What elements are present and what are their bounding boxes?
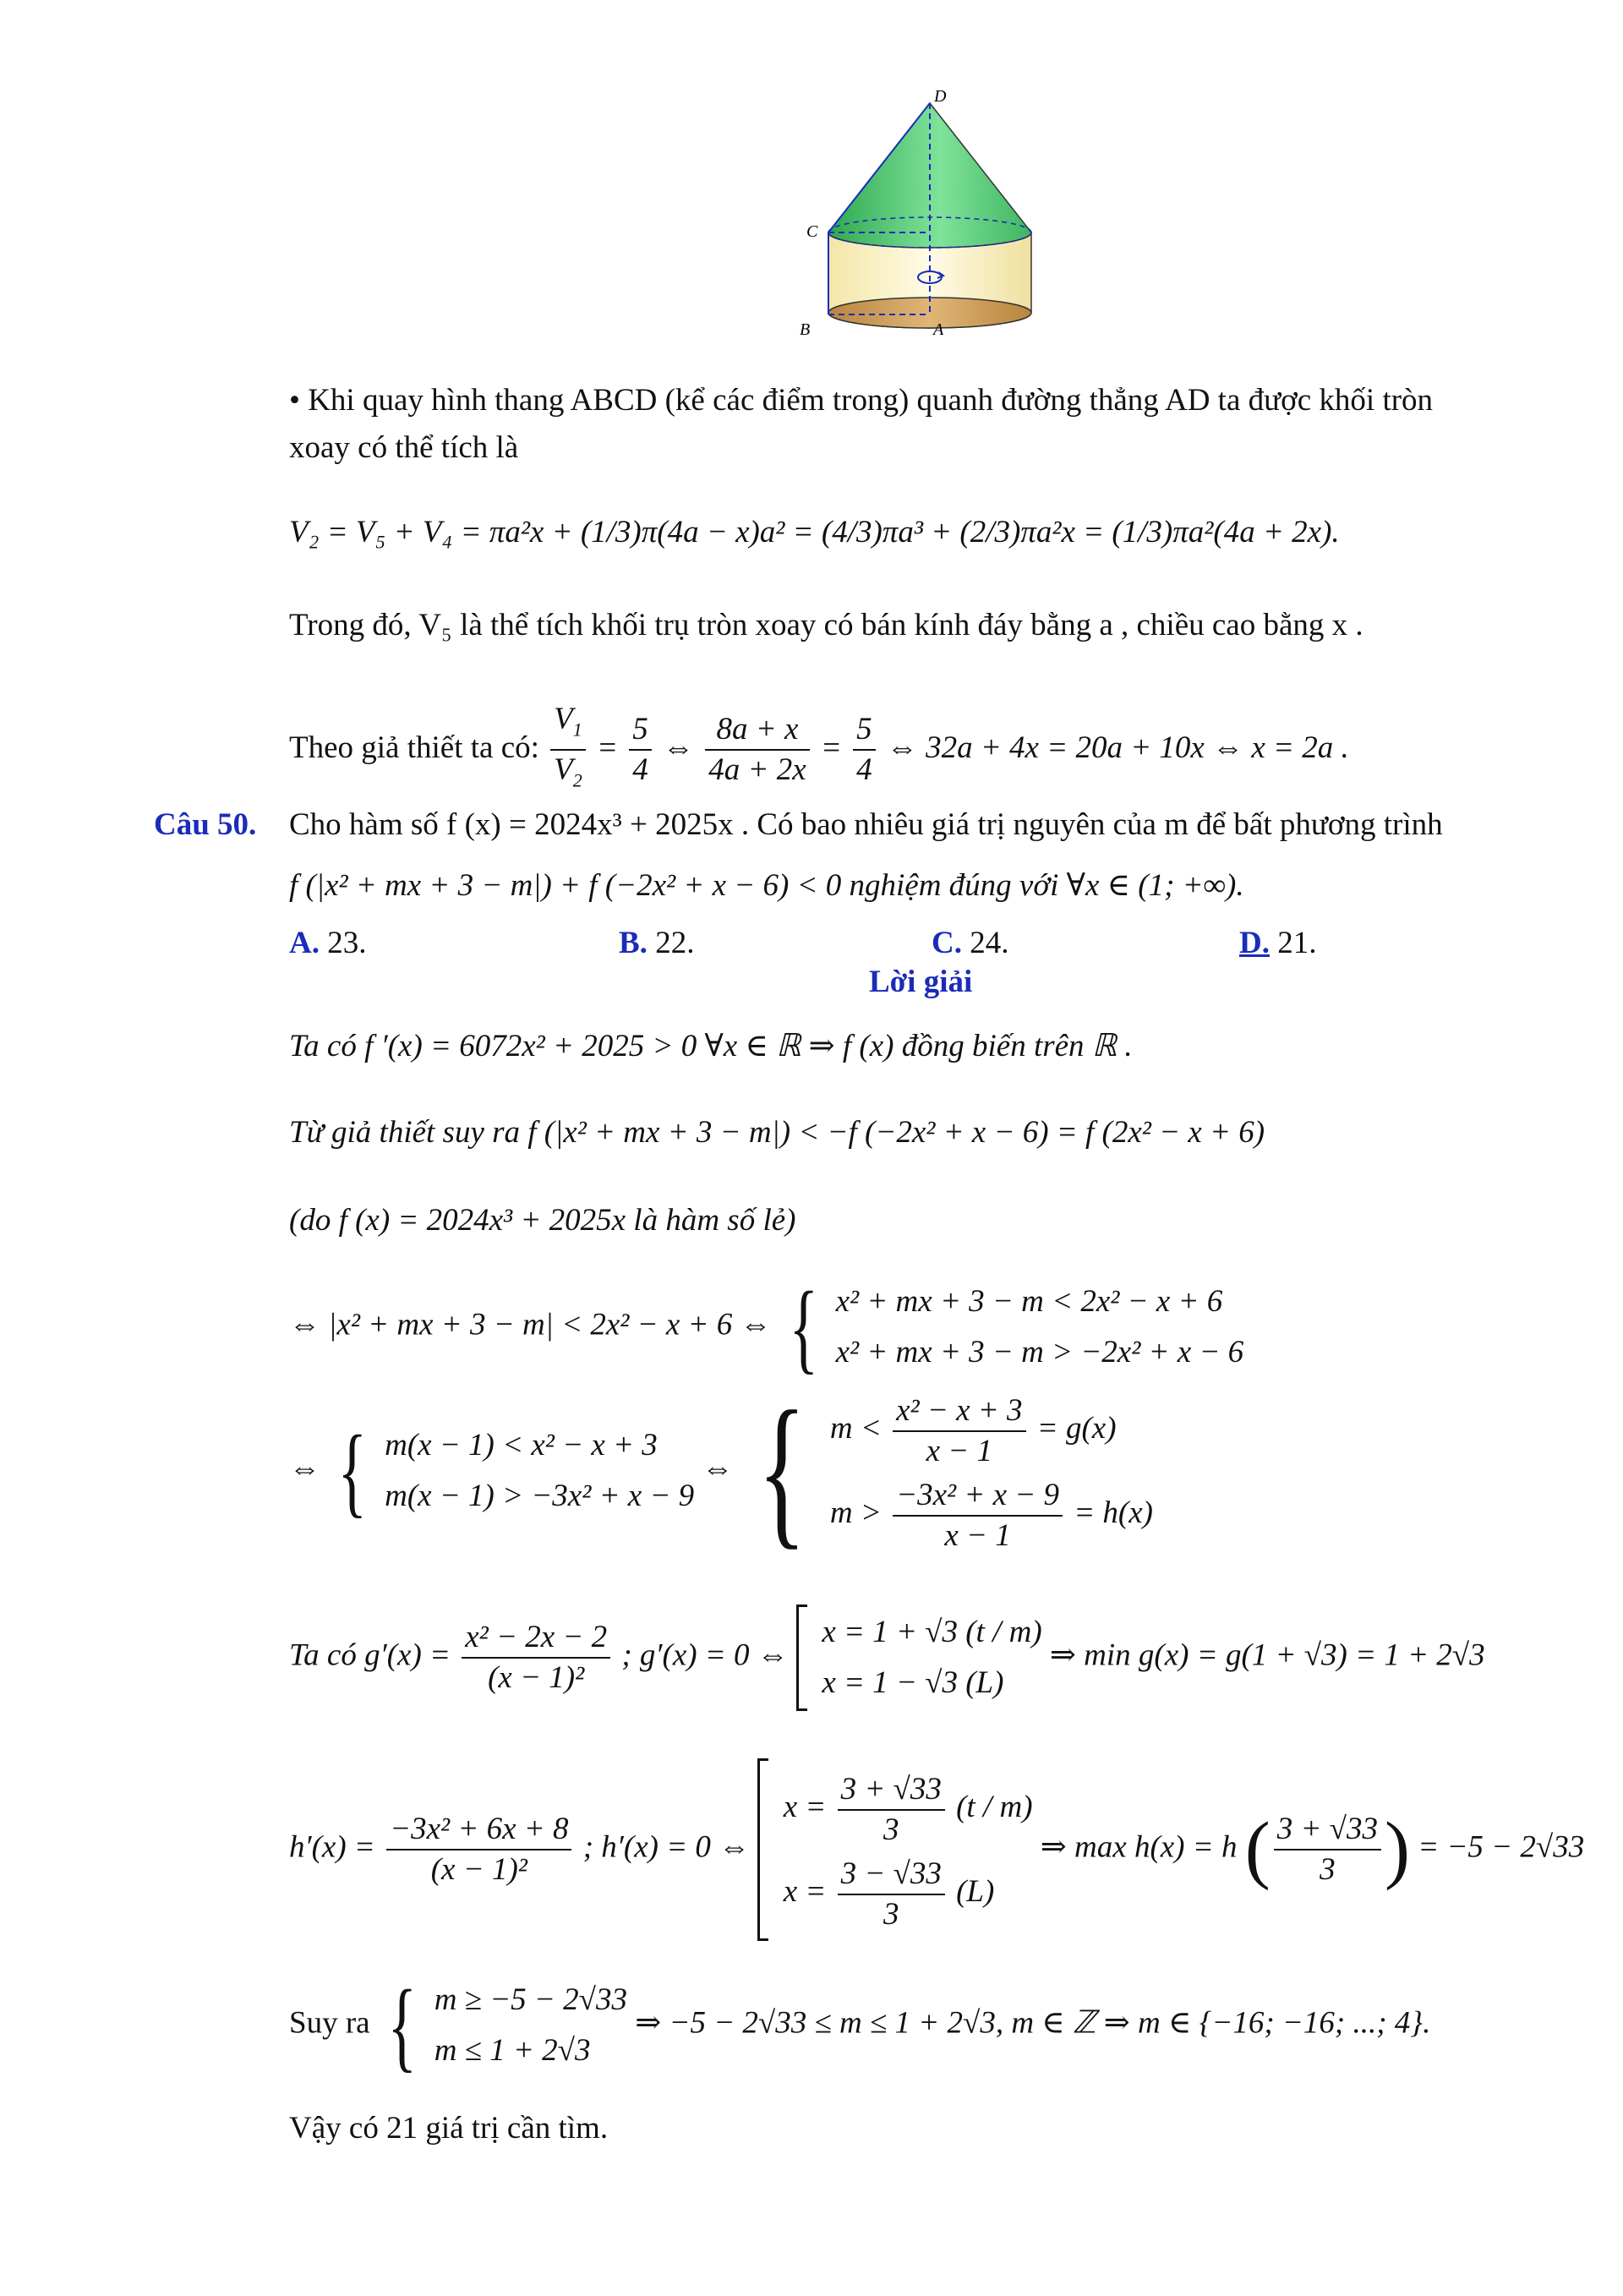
h-max-pre: ⇒ max h(x) = h bbox=[1040, 1829, 1238, 1865]
option-c-value: 24. bbox=[970, 926, 1009, 960]
g-def: = g(x) bbox=[1036, 1411, 1117, 1446]
cone-cylinder-figure bbox=[778, 85, 1065, 355]
derivative-line: Ta có f ′(x) = 6072x² + 2025 > 0 ∀x ∈ ℝ ⇒ f (x) đồng biến trên ℝ . bbox=[289, 1029, 1133, 1063]
h-frac-den: x − 1 bbox=[944, 1517, 1011, 1553]
label-d: D bbox=[934, 87, 947, 106]
label-c: C bbox=[806, 222, 818, 241]
system-1-top: x² + mx + 3 − m < 2x² − x + 6 bbox=[835, 1284, 1223, 1319]
question-line-1: Cho hàm số f (x) = 2024x³ + 2025x . Có bao nhiêu giá trị nguyên của m để bất phương trình bbox=[289, 807, 1443, 842]
h-def: = h(x) bbox=[1074, 1495, 1154, 1530]
option-a-label: A. bbox=[289, 926, 320, 960]
solution-heading: Lời giải bbox=[869, 965, 973, 999]
g-derivative-block bbox=[289, 1604, 1485, 1711]
g-mid: ; g′(x) = 0 ⇔ bbox=[621, 1637, 789, 1673]
g-deriv-den: (x − 1)² bbox=[488, 1660, 585, 1695]
label-b: B bbox=[800, 320, 811, 339]
g-root-top: x = 1 + √3 (t / m) bbox=[822, 1615, 1042, 1649]
theo-gt-prefix: Theo giả thiết ta có: bbox=[289, 730, 539, 765]
trong-do-line: Trong đó, V₅ là thể tích khối trụ tròn xoay có bán kính đáy bằng a , chiều cao bằng x . bbox=[289, 608, 1363, 642]
h-root1-tag: (t / m) bbox=[956, 1790, 1033, 1824]
label-a: A bbox=[933, 320, 944, 339]
option-b-value: 22. bbox=[655, 926, 695, 960]
system-2: ⇔ { m(x − 1) < x² − x + 3 m(x − 1) > −3x² + x − 9 ⇔ { m < $\frac{\text{x² − x + 3}}{x - 1}$ = g(x) m > $\frac{\text{−3x² + x − 9}}{x - 1}$ = h(x) bbox=[289, 1377, 1154, 1564]
h-max-den: 3 bbox=[1320, 1852, 1336, 1887]
g-deriv-num: x² − 2x − 2 bbox=[462, 1618, 610, 1659]
h-root2-tag: (L) bbox=[956, 1874, 995, 1909]
option-d-label: D. bbox=[1239, 926, 1270, 960]
option-d[interactable] bbox=[1239, 921, 1316, 965]
question-line-2: f (|x² + mx + 3 − m|) + f (−2x² + x − 6) < 0 nghiệm đúng với ∀x ∈ (1; +∞). bbox=[289, 868, 1244, 903]
ratio-v1-v2: $\frac{V_1}{V_2}$ bbox=[550, 700, 586, 801]
conclusion-system: Suy ra { m ≥ −5 − 2√33 m ≤ 1 + 2√3 ⇒ −5 − 2√33 ≤ m ≤ 1 + 2√3, m ∈ ℤ ⇒ m ∈ {−16; −16; ...; 4}. bbox=[289, 1969, 1431, 2081]
option-a-value: 23. bbox=[327, 926, 367, 960]
ratio-8a-x: $\frac{8a + x}{4a + 2x}$ bbox=[705, 710, 809, 790]
option-d-value: 21. bbox=[1277, 926, 1317, 960]
h-max-post: = −5 − 2√33 bbox=[1418, 1829, 1585, 1865]
system-1-left: ⇔ |x² + mx + 3 − m| < 2x² − x + 6 ⇔ bbox=[289, 1307, 772, 1342]
h-prefix: h′(x) = bbox=[289, 1829, 375, 1865]
odd-function-note: (do f (x) = 2024x³ + 2025x là hàm số lẻ) bbox=[289, 1203, 796, 1238]
h-deriv-num: −3x² + 6x + 8 bbox=[386, 1810, 571, 1850]
suy-ra-top: m ≥ −5 − 2√33 bbox=[434, 1982, 627, 2017]
option-b[interactable] bbox=[619, 921, 694, 965]
bullet-line-1: • Khi quay hình thang ABCD (kể các điểm trong) quanh đường thẳng AD ta được khối tròn bbox=[289, 383, 1434, 418]
h-deriv-den: (x − 1)² bbox=[430, 1852, 527, 1887]
system-2-top: m(x − 1) < x² − x + 3 bbox=[385, 1428, 658, 1462]
h-root2-den: 3 bbox=[883, 1896, 899, 1932]
suy-ra-bottom: m ≤ 1 + 2√3 bbox=[434, 2033, 591, 2068]
option-a[interactable] bbox=[289, 921, 366, 965]
ratio-5-4: $\frac{5}{4}$ bbox=[629, 710, 652, 790]
volume-v2-equation: V₂ = V₅ + V₄ = πa²x + (1/3)π(4a − x)a² = (4/3)πa³ + (2/3)πa²x = (1/3)πa²(4a + 2x). bbox=[289, 515, 1340, 549]
g-min-result: ⇒ min g(x) = g(1 + √3) = 1 + 2√3 bbox=[1049, 1637, 1485, 1673]
g-root-bottom: x = 1 − √3 (L) bbox=[822, 1665, 1004, 1700]
theo-gia-thiet-line: Theo giả thiết ta có: $\frac{V_1}{V_2}$ = $\frac{5}{4}$ ⇔ $\frac{8a + x}{4a + 2x}$ = $\frac{5}{4}$ ⇔ 32a + 4x = 20a + 10x ⇔ x = 2a . bbox=[289, 700, 1349, 801]
option-b-label: B. bbox=[619, 926, 648, 960]
system-1-bottom: x² + mx + 3 − m > −2x² + x − 6 bbox=[835, 1335, 1244, 1369]
h-frac-num: −3x² + x − 9 bbox=[893, 1476, 1063, 1517]
option-c[interactable] bbox=[932, 921, 1008, 965]
final-answer: Vậy có 21 giá trị cần tìm. bbox=[289, 2111, 609, 2146]
from-hypothesis-line: Từ giả thiết suy ra f (|x² + mx + 3 − m|) < −f (−2x² + x − 6) = f (2x² − x + 6) bbox=[289, 1115, 1265, 1150]
h-root1-den: 3 bbox=[883, 1812, 899, 1847]
suy-ra-result: ⇒ −5 − 2√33 ≤ m ≤ 1 + 2√3, m ∈ ℤ ⇒ m ∈ {−16; −16; ...; 4}. bbox=[635, 2005, 1431, 2041]
h-mid: ; h′(x) = 0 ⇔ bbox=[582, 1829, 751, 1865]
h-root1-num: 3 + √33 bbox=[838, 1770, 945, 1811]
h-max-num: 3 + √33 bbox=[1274, 1810, 1381, 1850]
g-frac-den: x − 1 bbox=[926, 1433, 992, 1468]
bullet-line-2: xoay có thể tích là bbox=[289, 430, 519, 465]
system-2-bottom: m(x − 1) > −3x² + x − 9 bbox=[385, 1479, 695, 1513]
question-label: Câu 50. bbox=[154, 807, 257, 842]
option-c-label: C. bbox=[932, 926, 962, 960]
g-frac-num: x² − x + 3 bbox=[893, 1391, 1025, 1432]
h-root2-num: 3 − √33 bbox=[838, 1855, 945, 1895]
theo-gt-eq: ⇔ 32a + 4x = 20a + 10x ⇔ x = 2a . bbox=[886, 730, 1349, 765]
ratio-5-4-b: $\frac{5}{4}$ bbox=[853, 710, 876, 790]
g-prefix: Ta có g′(x) = bbox=[289, 1637, 451, 1673]
h-derivative-block: h′(x) = $\frac{\text{−3x² + 6x + 8}}{\text{(x − 1)²}}$ ; h′(x) = 0 ⇔ x = $\frac{3 + √33}{3}$ (t / m) x = $\frac{3 - √33}{3}$ (L) ⇒ max h(x) = h ( $\frac{3 + √33}{3}$ ) = −5 − 2√33 bbox=[289, 1758, 1584, 1941]
suy-ra-label: Suy ra bbox=[289, 2005, 370, 2041]
system-1: ⇔ |x² + mx + 3 − m| < 2x² − x + 6 ⇔ { x² + mx + 3 − m < 2x² − x + 6 x² + mx + 3 − m > −2x² + x − 6 bbox=[289, 1271, 1244, 1383]
